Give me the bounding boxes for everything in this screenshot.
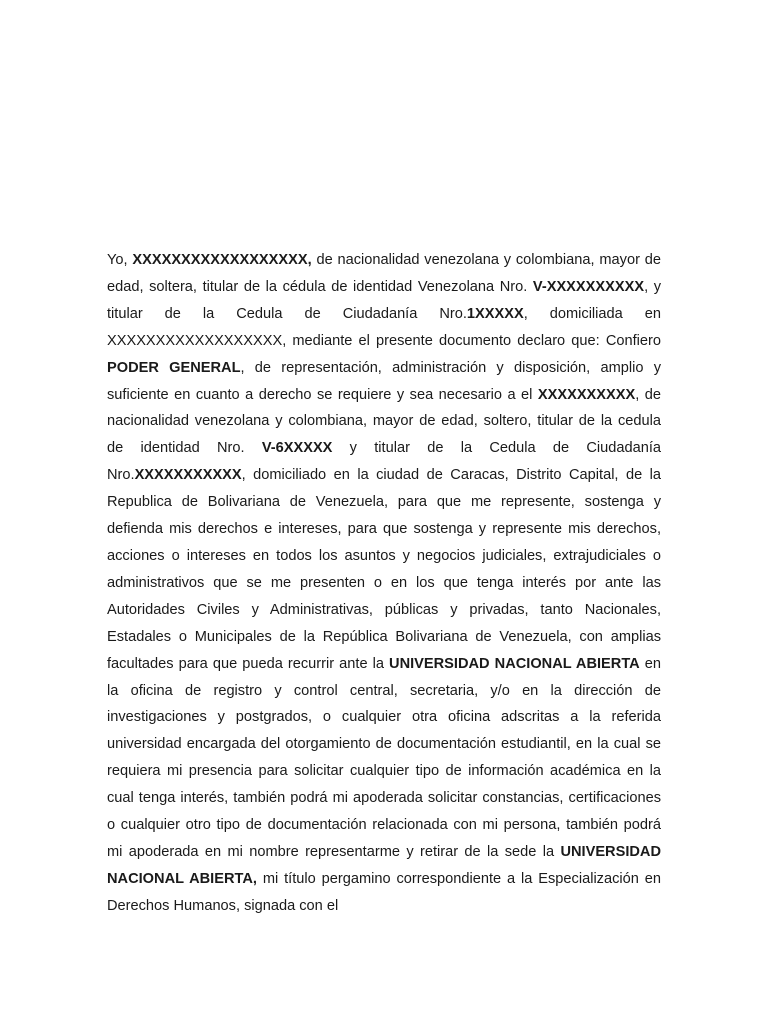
power-type: PODER GENERAL bbox=[107, 359, 241, 376]
university-name: UNIVERSIDAD NACIONAL ABIERTA, bbox=[107, 843, 661, 887]
text-segment: , y titular de la Cedula de Ciudadanía Nro. bbox=[107, 278, 662, 322]
text-segment: Yo, bbox=[107, 252, 133, 268]
power-of-attorney-paragraph bbox=[107, 247, 661, 920]
grantor-id-number: V-XXXXXXXXXX bbox=[532, 278, 645, 295]
grantor-citizenship-number: 1XXXXX bbox=[466, 305, 524, 322]
text-segment: , domiciliada en XXXXXXXXXXXXXXXXXX, mediante el presente documento declaro que: Confiero bbox=[107, 305, 661, 349]
text-segment: , domiciliado en la ciudad de Caracas, Distrito Capital, de la Republica de Bolivariana de Venezuela, para que me represente, sostenga y defienda mis derechos e intereses, para que sostenga y represente mis derechos, acciones o intereses en todos los asuntos y negocios judiciales, extrajudiciales o administrativos que se me presenten o en los que tenga interés por ante las Autoridades Civiles y Administrativas, públicas y privadas, tanto Nacionales, Estadales o Municipales de la República Bolivariana de Venezuela, con amplias facultades para que pueda recurrir ante la bbox=[107, 467, 661, 672]
attorney-name: XXXXXXXXXX bbox=[537, 386, 636, 403]
text-segment: y titular de la Cedula de Ciudadanía Nro. bbox=[107, 440, 661, 484]
grantor-name: XXXXXXXXXXXXXXXXXX, bbox=[132, 252, 312, 268]
text-segment: de nacionalidad venezolana y colombiana, mayor de edad, soltera, titular de la cédula de identidad Venezolana Nro. bbox=[107, 252, 661, 295]
university-name: UNIVERSIDAD NACIONAL ABIERTA bbox=[389, 655, 640, 672]
text-segment: mi título pergamino correspondiente a la Especialización en Derechos Humanos, signada con el bbox=[107, 870, 661, 914]
text-segment: en la oficina de registro y control central, secretaria, y/o en la dirección de investigaciones y postgrados, o cualquier otra oficina adscritas a la referida universidad encargada del otorgamiento de documentación estudiantil, en la cual se requiera mi presencia para solicitar cualquier tipo de información académica en la cual tenga interés, también podrá mi apoderada solicitar constancias, certificaciones o cualquier otro tipo de documentación relacionada con mi persona, también podrá mi apoderada en mi nombre representarme y retirar de la sede la bbox=[107, 655, 661, 860]
text-segment: , de representación, administración y disposición, amplio y suficiente en cuanto a derecho se requiere y sea necesario a el bbox=[107, 359, 661, 403]
text-segment: , de nacionalidad venezolana y colombiana, mayor de edad, soltero, titular de la cedula de identidad Nro. bbox=[107, 386, 662, 457]
attorney-id-number: V-6XXXXX bbox=[261, 440, 333, 457]
attorney-citizenship-number: XXXXXXXXXXX bbox=[134, 467, 242, 484]
